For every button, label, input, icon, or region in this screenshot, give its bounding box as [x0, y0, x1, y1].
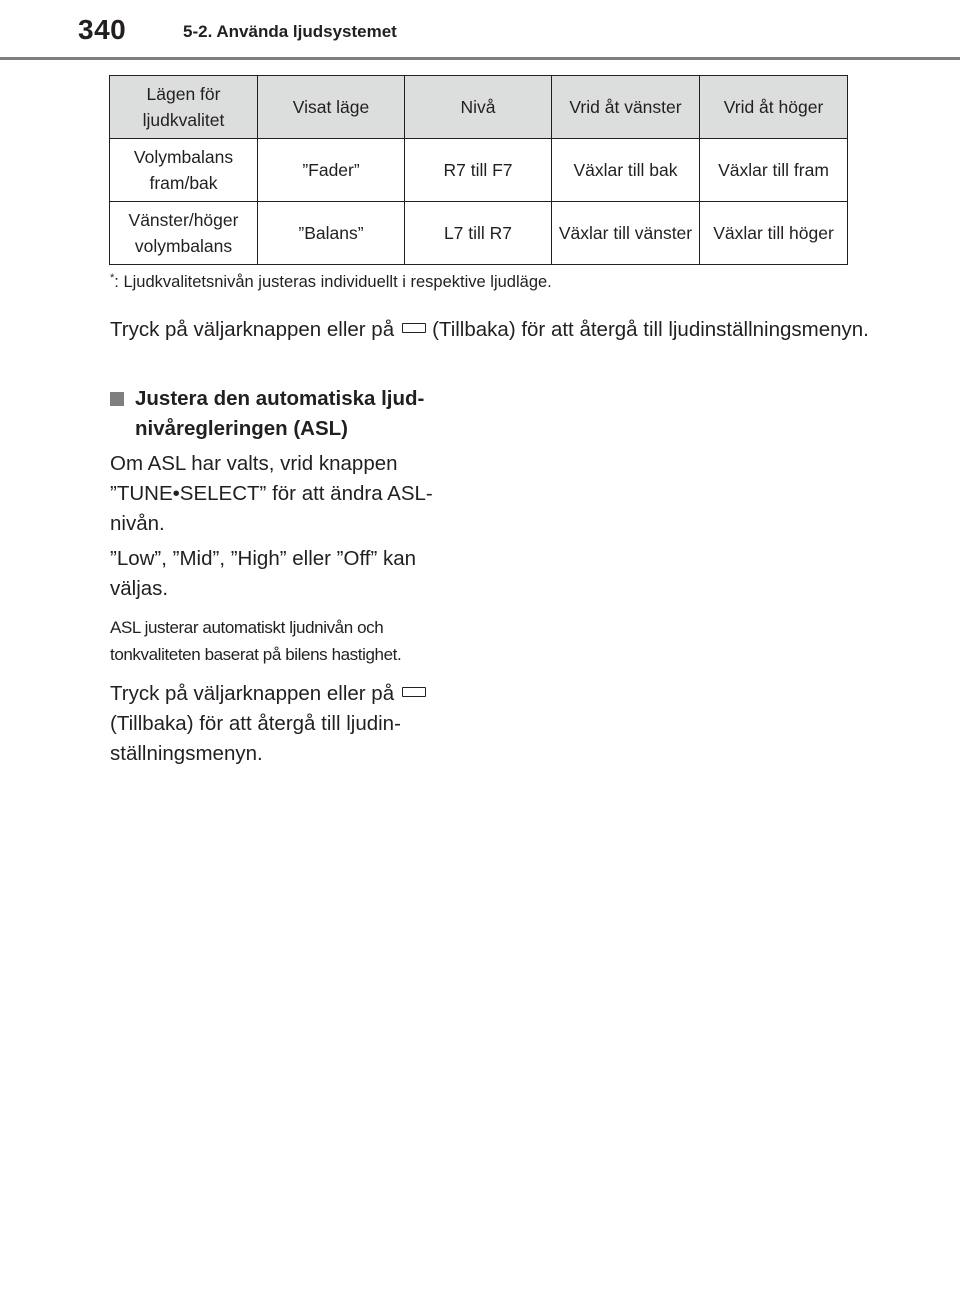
- table-cell: ”Balans”: [258, 202, 405, 265]
- table-header-cell: Vrid åt höger: [700, 76, 848, 139]
- instruction-paragraph: [110, 679, 470, 769]
- table-header-row: [110, 76, 848, 139]
- table-row: [110, 139, 848, 202]
- section-title: 5-2. Använda ljudsystemet: [183, 22, 397, 41]
- table-cell: Växlar till höger: [700, 202, 848, 265]
- table-header-cell: Visat läge: [258, 76, 405, 139]
- page-number: 340: [78, 14, 127, 45]
- asl-note: ASL justerar automatiskt ljudnivån och tonkvaliteten baserat på bilens hastighet.: [110, 618, 402, 664]
- table-cell: ”Fader”: [258, 139, 405, 202]
- instruction-text: Tryck på väljarknappen eller på: [110, 682, 395, 705]
- asl-instruction: Om ASL har valts, vrid knappen ”TUNE•SELECT” för att ändra ASL-nivån.: [110, 452, 433, 535]
- table-row: [110, 202, 848, 265]
- table-cell: Växlar till vänster: [552, 202, 700, 265]
- table-header-cell: Vrid åt vänster: [552, 76, 700, 139]
- table-cell: Vänster/höger volymbalans: [110, 202, 258, 265]
- table-cell: R7 till F7: [405, 139, 552, 202]
- table-cell: Växlar till bak: [552, 139, 700, 202]
- page-header: [0, 0, 960, 62]
- table-header-cell: Nivå: [405, 76, 552, 139]
- asl-options: ”Low”, ”Mid”, ”High” eller ”Off” kan väljas.: [110, 547, 417, 600]
- instruction-text: (Tillbaka) för att återgå till ljudinställningsmenyn.: [110, 712, 401, 765]
- table-header-cell: Lägen för ljudkvalitet: [110, 76, 258, 139]
- square-bullet-icon: [110, 392, 124, 406]
- asl-subheading: [110, 384, 470, 444]
- footnote-text: : Ljudkvalitetsnivån justeras individuellt i respektive ljudläge.: [114, 273, 552, 291]
- header-divider: [0, 57, 960, 60]
- table-cell: L7 till R7: [405, 202, 552, 265]
- subheading-line: nivåregleringen (ASL): [135, 417, 349, 440]
- subheading-line: Justera den automatiska ljud-: [135, 387, 425, 410]
- instruction-text: (Tillbaka) för att återgå till ljudinställningsmenyn.: [432, 318, 869, 341]
- sound-quality-table: [109, 75, 848, 265]
- back-button-icon: [402, 323, 426, 333]
- table-cell: Växlar till fram: [700, 139, 848, 202]
- back-button-icon: [402, 687, 426, 697]
- table-cell: Volymbalans fram/bak: [110, 139, 258, 202]
- table-footnote: [110, 272, 870, 292]
- instruction-paragraph: [110, 315, 870, 345]
- instruction-text: Tryck på väljarknappen eller på: [110, 318, 395, 341]
- footnote-marker: *: [110, 272, 115, 284]
